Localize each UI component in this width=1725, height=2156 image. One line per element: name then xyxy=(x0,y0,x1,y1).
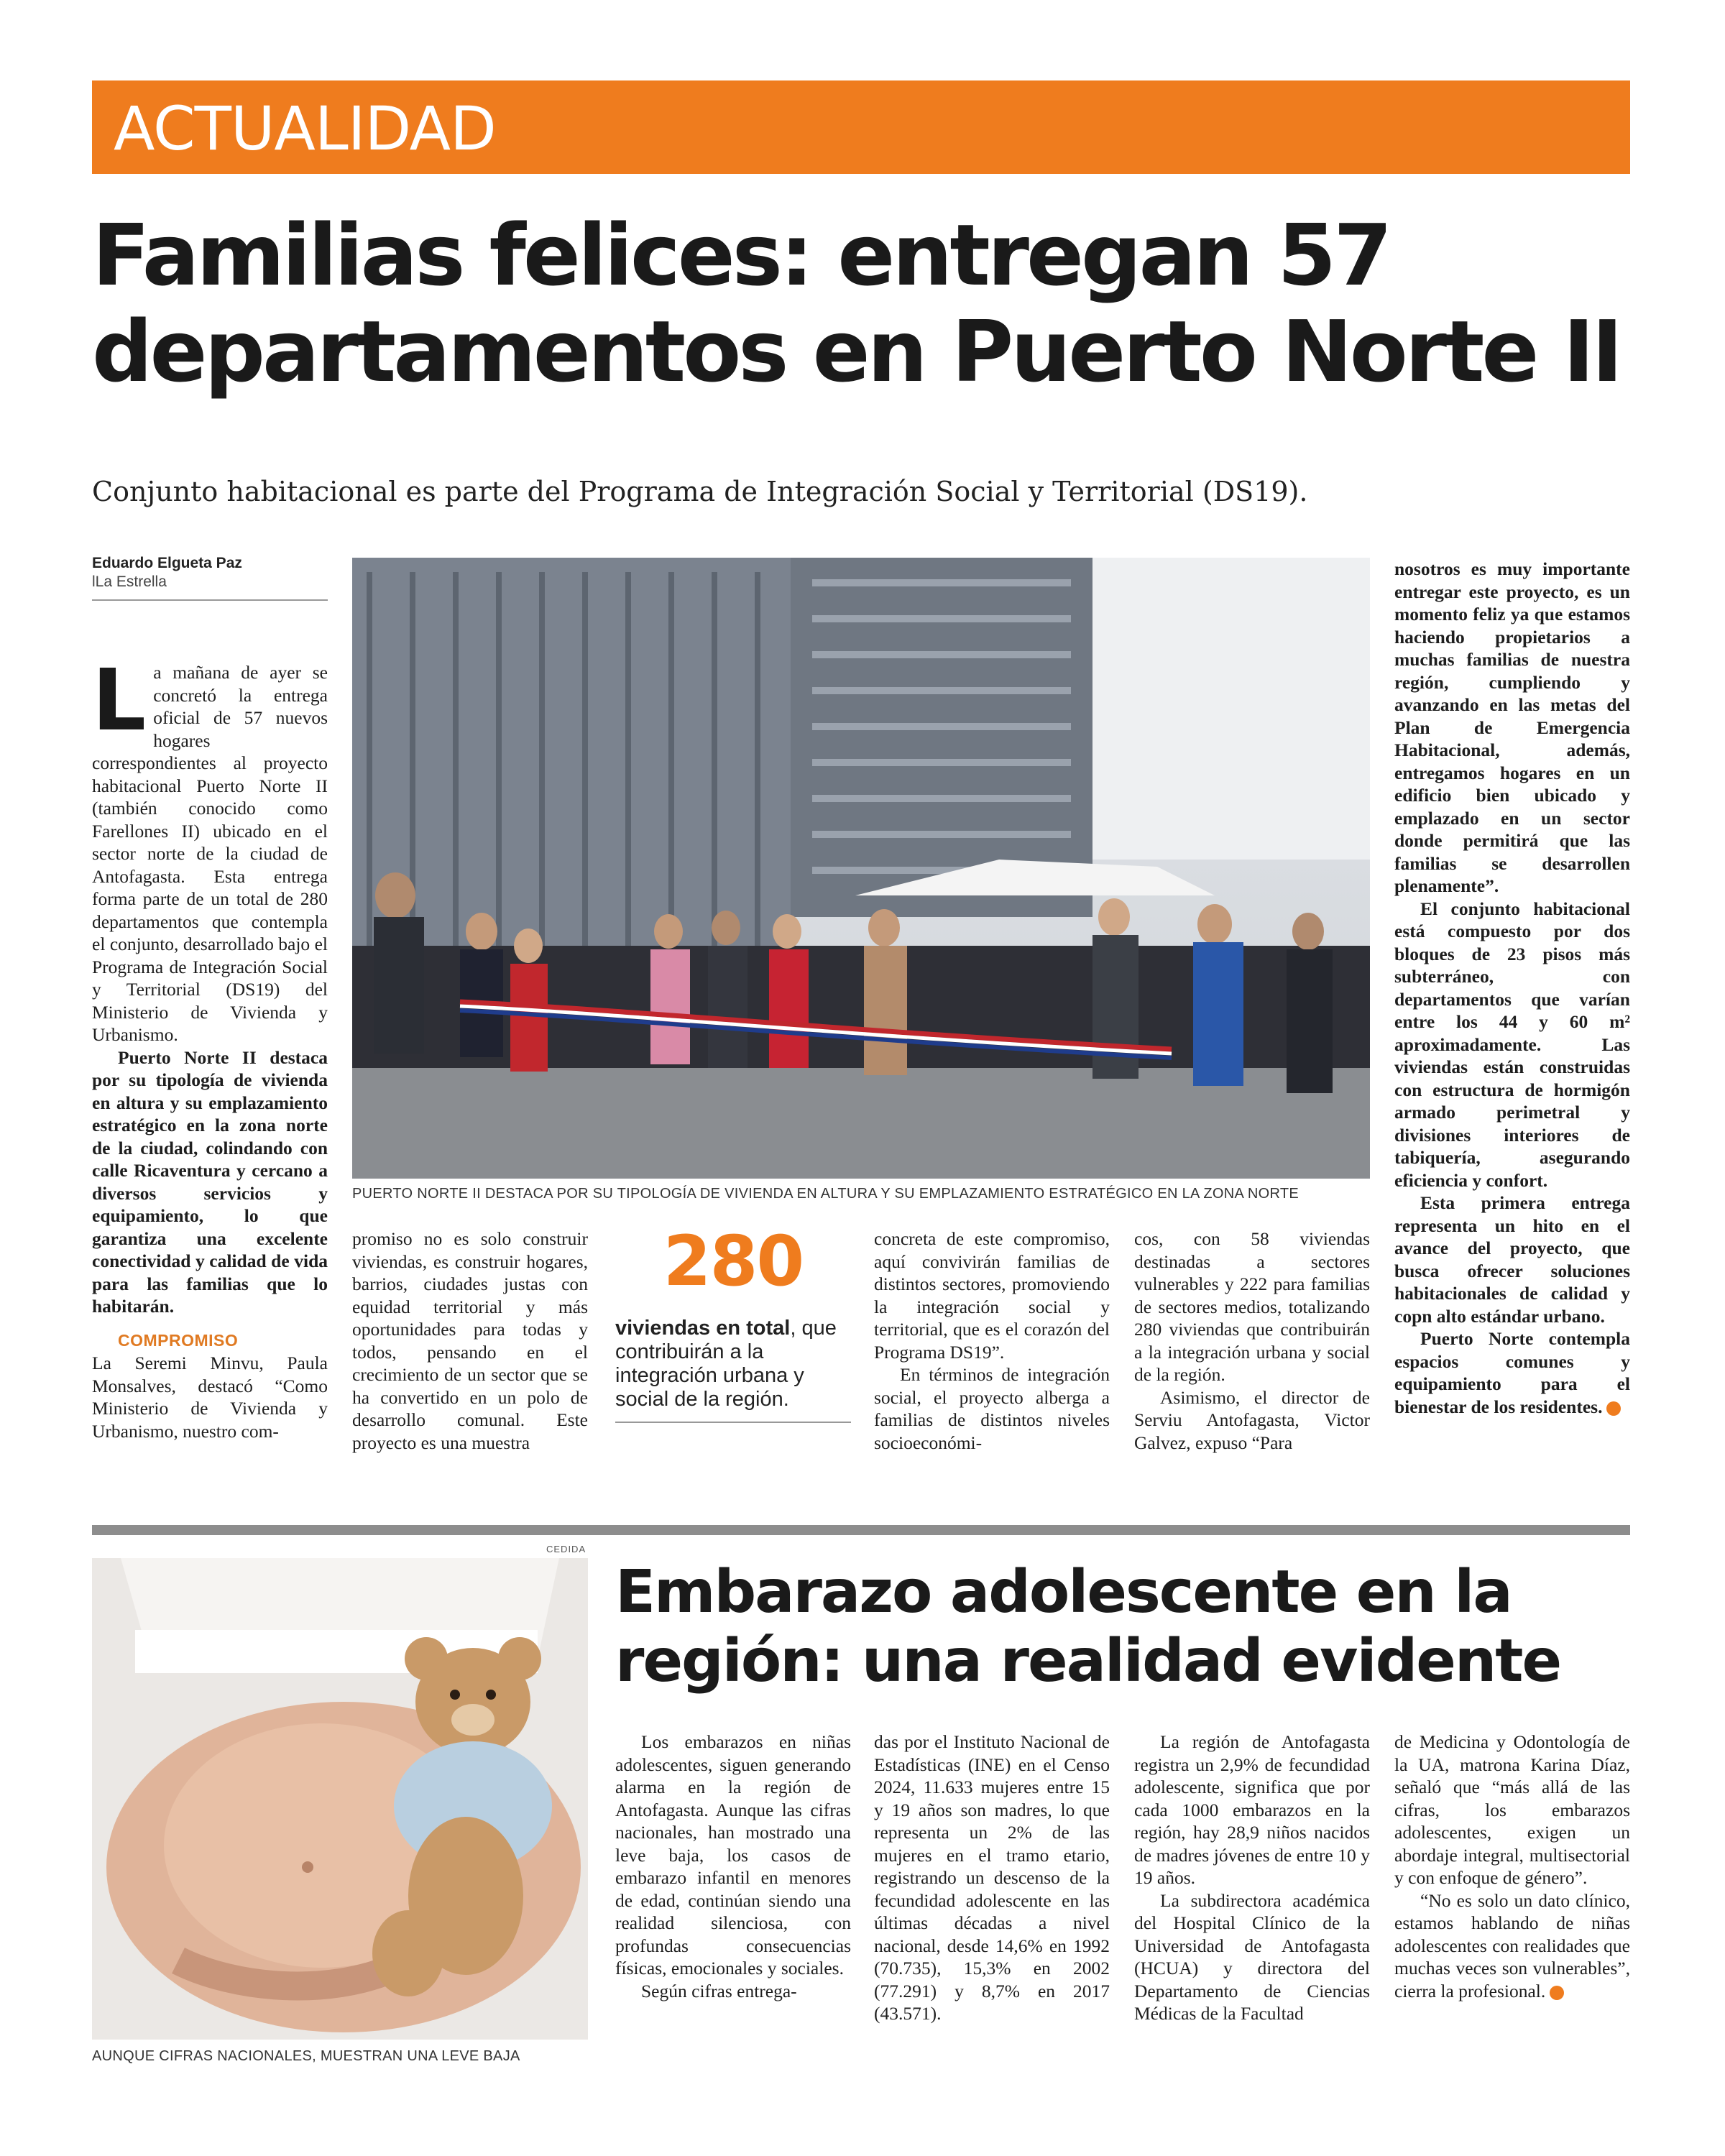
body-paragraph: Esta primera entrega representa un hito en el avance del proyecto, que busca ofrecer soluciones habitacionales de calidad y copn alto estándar urbano. xyxy=(1394,1192,1630,1327)
body-paragraph: El conjunto habitacional está compuesto por dos bloques de 23 pisos más subterráneo, con departamentos que varían entre los 44 y 60 m² aproximadamente. Las viviendas están construidas con estructura de hormigón armado perimetral y divisiones interiores de tabiquería, asegurando eficiencia y confort. xyxy=(1394,898,1630,1191)
stat-description xyxy=(615,1317,851,1411)
photo-caption-2: AUNQUE CIFRAS NACIONALES, MUESTRAN UNA LEVE BAJA xyxy=(92,2048,520,2064)
stat-number: 280 xyxy=(663,1221,804,1302)
body-paragraph: La región de Antofagasta registra un 2,9% de fecundidad adolescente, significa que por cada 1000 embarazos en la región, hay 28,9 niños nacidos de madres jóvenes de entre 10 y 19 años. xyxy=(1134,1731,1370,1888)
drop-cap: L xyxy=(92,650,147,750)
body-paragraph: La subdirectora académica del Hospital Clínico de la Universidad de Antofagasta (HCUA) y directora del Departamento de Ciencias Médicas de la Facultad xyxy=(1134,1889,1370,2024)
headline-line-2: departamentos en Puerto Norte II xyxy=(92,302,1621,401)
outlet-name: lLa Estrella xyxy=(92,573,167,590)
end-mark-icon: ✪ xyxy=(1550,1986,1564,2000)
stat-box xyxy=(615,1222,851,1423)
body-paragraph: Los embarazos en niñas adolescentes, siguen generando alarma en la región de Antofagasta. Aunque las cifras nacionales, han mostrado una leve baja, los casos de embarazo infantil en menores de edad, continúan siendo una realidad silenciosa, con profundas consecuencias físicas, emocionales y sociales. xyxy=(615,1731,851,1978)
article1-column-5 xyxy=(1394,558,1642,1418)
body-paragraph: concreta de este compromiso, aquí convivirán familias de distintos sectores, promoviendo la integración social y territorial, que es el corazón del Programa DS19”. xyxy=(874,1228,1110,1363)
ceremony-photo xyxy=(352,558,1370,1179)
body-paragraph: Puerto Norte II destaca por su tipología de vivienda en altura y su emplazamiento estratégico en la zona norte de la ciudad, colindando con calle Ricaventura y cercano a diversos servicios y equipamiento, lo que garantiza una excelente conectividad y calidad de vida para las familias que lo habitarán. xyxy=(92,1046,328,1317)
headline2-line-2: región: una realidad evidente xyxy=(615,1627,1561,1695)
article2-column-2 xyxy=(874,1731,1110,2025)
article2-column-4 xyxy=(1394,1731,1630,2002)
body-paragraph: Asimismo, el director de Serviu Antofagasta, Victor Galvez, expuso “Para xyxy=(1134,1386,1370,1453)
stat-bold-text: viviendas en total xyxy=(615,1317,791,1340)
section-divider xyxy=(92,1525,1630,1535)
body-paragraph: En términos de integración social, el proyecto alberga a familias de distintos niveles socioeconómi- xyxy=(874,1364,1110,1453)
body-paragraph: La Seremi Minvu, Paula Monsalves, destacó “Como Ministerio de Vivienda y Urbanismo, nuestro com- xyxy=(92,1353,328,1442)
body-paragraph: nosotros es muy importante entregar este proyecto, es un momento feliz ya que estamos haciendo propietarios a muchas familias de nuestra región, cumpliendo y avanzando en las metas del Plan de Emergencia Habitacional, además, entregamos hogares en un edificio bien ubicado y emplazado en un sector donde permitirá que las familias se desarrollen plenamente”. xyxy=(1394,558,1630,896)
article2-headline xyxy=(615,1558,1636,1696)
pregnancy-photo xyxy=(92,1558,588,2040)
article-deck: Conjunto habitacional es parte del Programa de Integración Social y Territorial (DS19). xyxy=(92,476,1308,507)
body-paragraph: de Medicina y Odontología de la UA, matrona Karina Díaz, señaló que “más allá de las cifras, los embarazos adolescentes, exigen un abordaje integral, multisectorial y con enfoque de género”. xyxy=(1394,1731,1630,1888)
pregnancy-photo-illustration xyxy=(92,1558,588,2040)
body-paragraph: das por el Instituto Nacional de Estadísticas (INE) en el Censo 2024, 11.633 mujeres entre 15 y 19 años son madres, lo que representa un 2% de las mujeres en el tramo etario, registrando un descenso de la fecundidad adolescente en las últimas décadas a nivel nacional, desde 14,6% en 1992 (70.735), 15,3% en 2002 (77.291) y 8,7% en 2017 (43.571). xyxy=(874,1731,1110,2024)
headline-line-1: Familias felices: entregan 57 xyxy=(92,206,1390,305)
ceremony-photo-illustration xyxy=(352,558,1370,1179)
body-paragraph: Puerto Norte contempla espacios comunes y equipamiento para el bienestar de los residentes. ✪ xyxy=(1394,1328,1642,1417)
end-mark-icon: ✪ xyxy=(1606,1401,1621,1416)
article2-column-3 xyxy=(1134,1731,1370,2025)
lead-paragraph: La mañana de ayer se concretó la entrega oficial de 57 nuevos hogares correspondientes al proyecto habitacional Puerto Norte II (también conocido como Farellones II) ubicado en el sector norte de la ciudad de Antofagasta. Esta entrega forma parte de un total de 280 departamentos que contempla el conjunto, desarrollado bajo el Programa de Integración Social y Territorial (DS19) del Ministerio de Vivienda y Urbanismo. xyxy=(92,650,328,1045)
article2-column-1 xyxy=(615,1731,851,2002)
body-paragraph: promiso no es solo construir viviendas, es construir hogares, barrios, ciudades justas con equidad territorial y más oportunidades para todas y todos, pensando en el crecimiento de un sector que se ha convertido en un polo de desarrollo comunal. Este proyecto es una muestra xyxy=(352,1228,588,1453)
body-paragraph: “No es solo un dato clínico, estamos hablando de niñas adolescentes con realidades que muchas veces son vulnerables”, cierra la profesional. ✪ xyxy=(1394,1889,1630,2001)
photo-credit: CEDIDA xyxy=(546,1544,586,1554)
headline2-line-1: Embarazo adolescente en la xyxy=(615,1558,1512,1626)
article1-column-1 xyxy=(92,650,328,1442)
article-headline xyxy=(92,207,1644,400)
subhead: COMPROMISO xyxy=(118,1330,239,1350)
article1-column-2 xyxy=(352,1227,588,1454)
article1-column-3 xyxy=(874,1227,1110,1454)
byline xyxy=(92,555,328,601)
stat-rest-text: , que contribuirán a la integración urbana y social de la región. xyxy=(615,1317,837,1411)
section-header xyxy=(92,80,1630,174)
author-name: Eduardo Elgueta Paz xyxy=(92,555,242,571)
photo-caption: PUERTO NORTE II DESTACA POR SU TIPOLOGÍA DE VIVIENDA EN ALTURA Y SU EMPLAZAMIENTO ESTRATÉGICO EN LA ZONA NORTE xyxy=(352,1186,1300,1202)
article1-column-4 xyxy=(1134,1227,1370,1454)
body-paragraph: Según cifras entrega- xyxy=(641,1980,797,2001)
body-paragraph: cos, con 58 viviendas destinadas a sectores vulnerables y 222 para familias de sectores medios, totalizando 280 viviendas que contribuirán a la integración urbana y social de la región. xyxy=(1134,1228,1370,1385)
section-label: ACTUALIDAD xyxy=(114,93,496,164)
